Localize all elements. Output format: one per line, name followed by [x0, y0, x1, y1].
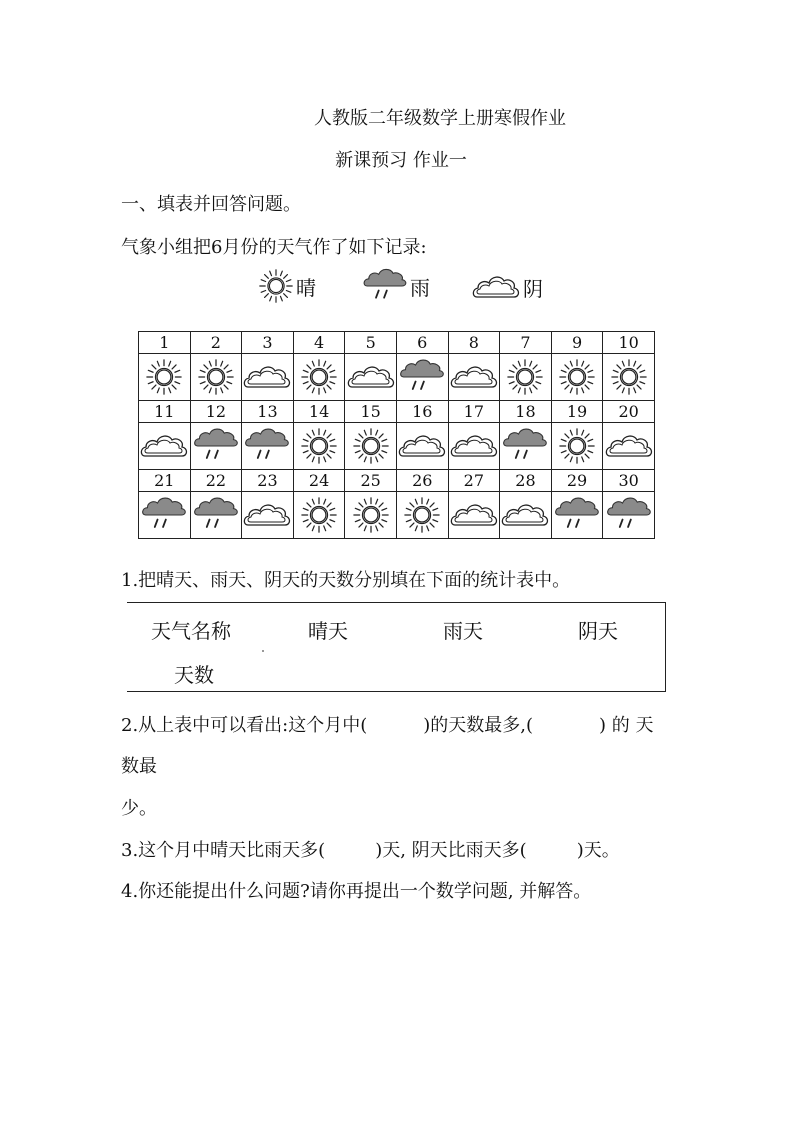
weather-cell	[139, 354, 191, 401]
weather-cell	[139, 423, 191, 470]
weather-cell	[500, 492, 552, 539]
rain-cloud-icon	[362, 268, 408, 304]
weather-cell	[139, 492, 191, 539]
intro-text: 气象小组把6月份的天气作了如下记录:	[121, 237, 427, 258]
day-number: 1	[139, 332, 191, 354]
weather-cell	[396, 492, 448, 539]
q3-text-3: )天。	[576, 840, 620, 861]
rain-cloud-icon	[502, 427, 548, 465]
day-number: 26	[396, 470, 448, 492]
legend-cloudy	[471, 272, 543, 302]
day-number: 19	[551, 401, 603, 423]
day-number: 27	[448, 470, 500, 492]
day-number: 10	[603, 332, 655, 354]
weather-cell	[551, 354, 603, 401]
weather-cell	[551, 423, 603, 470]
stat-header-cloudy: 阴天	[578, 619, 618, 643]
q3-text-1: 3.这个月中晴天比雨天多(	[121, 840, 326, 861]
sun-icon	[610, 358, 648, 396]
q2-text-1: 2.从上表中可以看出:这个月中(	[121, 715, 368, 736]
rain-cloud-icon	[193, 427, 239, 465]
question-2-line-3: 少。	[121, 798, 157, 819]
day-number: 15	[345, 401, 397, 423]
sun-icon	[352, 427, 390, 465]
day-number: 25	[345, 470, 397, 492]
weather-cell	[242, 354, 294, 401]
day-number: 29	[551, 470, 603, 492]
day-number: 13	[242, 401, 294, 423]
weather-day-row	[139, 470, 655, 492]
legend-sunny	[258, 268, 316, 304]
weather-cell	[242, 492, 294, 539]
weather-cell	[293, 492, 345, 539]
weather-icon-row	[139, 492, 655, 539]
legend-rain	[362, 268, 430, 304]
day-number: 24	[293, 470, 345, 492]
cloud-icon	[242, 362, 292, 392]
weather-cell	[293, 423, 345, 470]
sun-icon	[506, 358, 544, 396]
weather-cell	[603, 492, 655, 539]
weather-cell	[396, 354, 448, 401]
day-number: 5	[345, 332, 397, 354]
cloud-icon	[449, 362, 499, 392]
weather-cell	[345, 423, 397, 470]
cloud-icon	[397, 431, 447, 461]
weather-cell	[603, 354, 655, 401]
rain-cloud-icon	[244, 427, 290, 465]
day-number: 23	[242, 470, 294, 492]
day-number: 7	[500, 332, 552, 354]
day-number: 17	[448, 401, 500, 423]
sun-icon	[300, 496, 338, 534]
sun-icon	[558, 358, 596, 396]
rain-cloud-icon	[193, 496, 239, 534]
rain-cloud-icon	[606, 496, 652, 534]
stat-row-label-days: 天数	[174, 663, 214, 687]
question-2-line-2: 数最	[121, 756, 157, 777]
day-number: 11	[139, 401, 191, 423]
weather-cell	[500, 354, 552, 401]
question-3	[121, 836, 620, 862]
weather-day-row	[139, 332, 655, 354]
day-number: 28	[500, 470, 552, 492]
weather-cell	[345, 354, 397, 401]
weather-cell	[603, 423, 655, 470]
legend-cloudy-label: 阴	[523, 276, 543, 301]
day-number: 22	[190, 470, 242, 492]
weather-cell	[448, 492, 500, 539]
weather-record-table	[138, 331, 655, 539]
weather-cell	[190, 354, 242, 401]
weather-cell	[293, 354, 345, 401]
weather-cell	[190, 423, 242, 470]
weather-day-row	[139, 401, 655, 423]
q2-text-3: ) 的 天	[599, 715, 654, 736]
stat-header-rainy: 雨天	[443, 619, 483, 643]
weather-icon-row	[139, 354, 655, 401]
weather-icon-row	[139, 423, 655, 470]
cloud-icon	[604, 431, 654, 461]
sun-icon	[300, 358, 338, 396]
day-number: 14	[293, 401, 345, 423]
cloud-icon	[346, 362, 396, 392]
cloud-icon	[471, 272, 521, 302]
day-number: 18	[500, 401, 552, 423]
sun-icon	[197, 358, 235, 396]
day-number: 21	[139, 470, 191, 492]
weather-cell	[396, 423, 448, 470]
day-number: 30	[603, 470, 655, 492]
section-heading: 一、填表并回答问题。	[121, 194, 301, 215]
stat-dot	[262, 650, 264, 652]
page-title: 人教版二年级数学上册寒假作业	[314, 108, 566, 129]
weather-cell	[242, 423, 294, 470]
weather-cell	[190, 492, 242, 539]
day-number: 8	[448, 332, 500, 354]
sun-icon	[300, 427, 338, 465]
day-number: 12	[190, 401, 242, 423]
weather-cell	[448, 354, 500, 401]
sun-icon	[403, 496, 441, 534]
cloud-icon	[449, 500, 499, 530]
question-2	[121, 711, 654, 737]
page-subtitle: 新课预习 作业一	[335, 150, 467, 171]
weather-cell	[551, 492, 603, 539]
cloud-icon	[449, 431, 499, 461]
cloud-icon	[139, 431, 189, 461]
day-number: 9	[551, 332, 603, 354]
stat-header-weather-name: 天气名称	[151, 619, 231, 643]
cloud-icon	[242, 500, 292, 530]
sun-icon	[145, 358, 183, 396]
cloud-icon	[500, 500, 550, 530]
statistics-table	[127, 602, 666, 692]
question-1: 1.把晴天、雨天、阴天的天数分别填在下面的统计表中。	[121, 570, 571, 591]
rain-cloud-icon	[399, 358, 445, 396]
day-number: 3	[242, 332, 294, 354]
day-number: 16	[396, 401, 448, 423]
question-4: 4.你还能提出什么问题?请你再提出一个数学问题, 并解答。	[121, 881, 592, 902]
legend-rain-label: 雨	[410, 275, 430, 300]
q2-text-2: )的天数最多,(	[423, 715, 534, 736]
day-number: 6	[396, 332, 448, 354]
weather-cell	[500, 423, 552, 470]
day-number: 4	[293, 332, 345, 354]
q3-text-2: )天, 阴天比雨天多(	[375, 840, 527, 861]
stat-header-sunny: 晴天	[308, 619, 348, 643]
day-number: 20	[603, 401, 655, 423]
sun-icon	[352, 496, 390, 534]
weather-cell	[345, 492, 397, 539]
rain-cloud-icon	[141, 496, 187, 534]
rain-cloud-icon	[554, 496, 600, 534]
weather-cell	[448, 423, 500, 470]
sun-icon	[258, 268, 294, 304]
sun-icon	[558, 427, 596, 465]
legend-sunny-label: 晴	[296, 275, 316, 300]
day-number: 2	[190, 332, 242, 354]
